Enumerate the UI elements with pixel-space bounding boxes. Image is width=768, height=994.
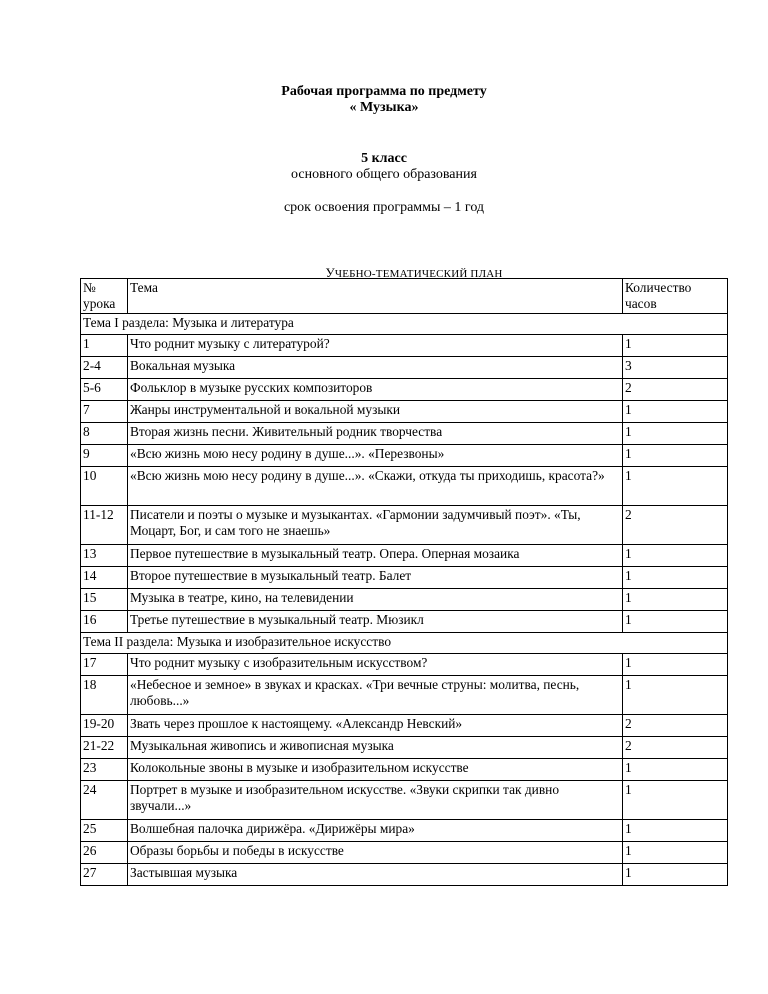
lesson-topic: Портрет в музыке и изобразительном искусстве. «Звуки скрипки так дивно звучали...» bbox=[128, 781, 623, 820]
lesson-hours: 3 bbox=[623, 357, 728, 379]
table-row bbox=[81, 545, 728, 567]
table-row bbox=[81, 506, 728, 545]
lesson-number: 19-20 bbox=[81, 715, 128, 737]
table-row bbox=[81, 567, 728, 589]
lesson-number: 17 bbox=[81, 654, 128, 676]
lesson-topic: Вторая жизнь песни. Живительный родник творчества bbox=[128, 423, 623, 445]
table-row bbox=[81, 611, 728, 633]
lesson-hours: 2 bbox=[623, 379, 728, 401]
lesson-number: 8 bbox=[81, 423, 128, 445]
section-title: Тема II раздела: Музыка и изобразительное искусство bbox=[81, 633, 728, 654]
lesson-topic: Колокольные звоны в музыке и изобразительном искусстве bbox=[128, 759, 623, 781]
lesson-hours: 2 bbox=[623, 737, 728, 759]
lesson-number: 7 bbox=[81, 401, 128, 423]
lesson-topic: Писатели и поэты о музыке и музыкантах. «Гармонии задумчивый поэт». «Ты, Моцарт, Бог, и сам того не знаешь» bbox=[128, 506, 623, 545]
lesson-number: 23 bbox=[81, 759, 128, 781]
table-row bbox=[81, 445, 728, 467]
table-row bbox=[81, 357, 728, 379]
lesson-hours: 1 bbox=[623, 654, 728, 676]
lesson-topic: Фольклор в музыке русских композиторов bbox=[128, 379, 623, 401]
lesson-number: 25 bbox=[81, 820, 128, 842]
lesson-hours: 1 bbox=[623, 820, 728, 842]
table-row bbox=[81, 654, 728, 676]
lesson-number: 16 bbox=[81, 611, 128, 633]
caption-rest: ЧЕБНО-ТЕМАТИЧЕСКИЙ ПЛАН bbox=[334, 268, 503, 280]
lesson-topic: Вокальная музыка bbox=[128, 357, 623, 379]
lesson-topic: Музыкальная живопись и живописная музыка bbox=[128, 737, 623, 759]
lesson-number: 9 bbox=[81, 445, 128, 467]
lesson-topic: Первое путешествие в музыкальный театр. Опера. Оперная мозаика bbox=[128, 545, 623, 567]
table-row bbox=[81, 676, 728, 715]
lesson-topic: Волшебная палочка дирижёра. «Дирижёры мира» bbox=[128, 820, 623, 842]
header-hours: Количество часов bbox=[623, 279, 728, 314]
lesson-topic: Звать через прошлое к настоящему. «Александр Невский» bbox=[128, 715, 623, 737]
table-row bbox=[81, 737, 728, 759]
lesson-hours: 1 bbox=[623, 401, 728, 423]
lesson-hours: 1 bbox=[623, 676, 728, 715]
lesson-hours: 2 bbox=[623, 506, 728, 545]
lesson-number: 5-6 bbox=[81, 379, 128, 401]
lesson-topic: Что роднит музыку с изобразительным искусством? bbox=[128, 654, 623, 676]
lesson-hours: 1 bbox=[623, 842, 728, 864]
table-row bbox=[81, 864, 728, 886]
lesson-number: 24 bbox=[81, 781, 128, 820]
lesson-number: 13 bbox=[81, 545, 128, 567]
lesson-number: 11-12 bbox=[81, 506, 128, 545]
table-row bbox=[81, 781, 728, 820]
lesson-number: 26 bbox=[81, 842, 128, 864]
lesson-hours: 1 bbox=[623, 759, 728, 781]
table-row bbox=[81, 423, 728, 445]
lesson-hours: 1 bbox=[623, 545, 728, 567]
table-row bbox=[81, 467, 728, 506]
lesson-number: 15 bbox=[81, 589, 128, 611]
lesson-topic: Музыка в театре, кино, на телевидении bbox=[128, 589, 623, 611]
lesson-number: 10 bbox=[81, 467, 128, 506]
lesson-topic: Что роднит музыку с литературой? bbox=[128, 335, 623, 357]
header-lesson-number: № урока bbox=[81, 279, 128, 314]
lesson-number: 27 bbox=[81, 864, 128, 886]
lesson-number: 21-22 bbox=[81, 737, 128, 759]
doc-title-line2: « Музыка» bbox=[349, 100, 419, 115]
lesson-hours: 1 bbox=[623, 567, 728, 589]
caption-first-letter: У bbox=[325, 265, 335, 280]
lesson-hours: 1 bbox=[623, 335, 728, 357]
grade-label: 5 класс bbox=[361, 151, 407, 166]
table-header-row bbox=[81, 279, 728, 314]
table-row bbox=[81, 335, 728, 357]
section-row bbox=[81, 633, 728, 654]
table-row bbox=[81, 759, 728, 781]
lesson-topic: «Всю жизнь мою несу родину в душе...». «Скажи, откуда ты приходишь, красота?» bbox=[128, 467, 623, 506]
lesson-hours: 1 bbox=[623, 864, 728, 886]
lesson-topic: Жанры инструментальной и вокальной музыки bbox=[128, 401, 623, 423]
lesson-hours: 1 bbox=[623, 423, 728, 445]
lesson-number: 2-4 bbox=[81, 357, 128, 379]
table-row bbox=[81, 820, 728, 842]
lesson-hours: 1 bbox=[623, 611, 728, 633]
program-term: срок освоения программы – 1 год bbox=[283, 200, 485, 215]
lesson-topic: Третье путешествие в музыкальный театр. Мюзикл bbox=[128, 611, 623, 633]
table-row bbox=[81, 842, 728, 864]
thematic-plan-table bbox=[80, 278, 728, 886]
lesson-hours: 1 bbox=[623, 445, 728, 467]
table-row bbox=[81, 715, 728, 737]
lesson-hours: 1 bbox=[623, 467, 728, 506]
lesson-hours: 1 bbox=[623, 781, 728, 820]
lesson-hours: 1 bbox=[623, 589, 728, 611]
lesson-topic: Образы борьбы и победы в искусстве bbox=[128, 842, 623, 864]
lesson-number: 18 bbox=[81, 676, 128, 715]
table-row bbox=[81, 401, 728, 423]
lesson-topic: Второе путешествие в музыкальный театр. Балет bbox=[128, 567, 623, 589]
lesson-topic: «Всю жизнь мою несу родину в душе...». «Перезвоны» bbox=[128, 445, 623, 467]
lesson-topic: «Небесное и земное» в звуках и красках. «Три вечные струны: молитва, песнь, любовь...» bbox=[128, 676, 623, 715]
table-row bbox=[81, 589, 728, 611]
lesson-number: 14 bbox=[81, 567, 128, 589]
header-topic: Тема bbox=[128, 279, 623, 314]
education-level: основного общего образования bbox=[291, 167, 477, 182]
section-title: Тема I раздела: Музыка и литература bbox=[81, 314, 728, 335]
table-row bbox=[81, 379, 728, 401]
lesson-hours: 2 bbox=[623, 715, 728, 737]
section-row bbox=[81, 314, 728, 335]
lesson-topic: Застывшая музыка bbox=[128, 864, 623, 886]
lesson-number: 1 bbox=[81, 335, 128, 357]
doc-title-line1: Рабочая программа по предмету bbox=[281, 84, 487, 99]
